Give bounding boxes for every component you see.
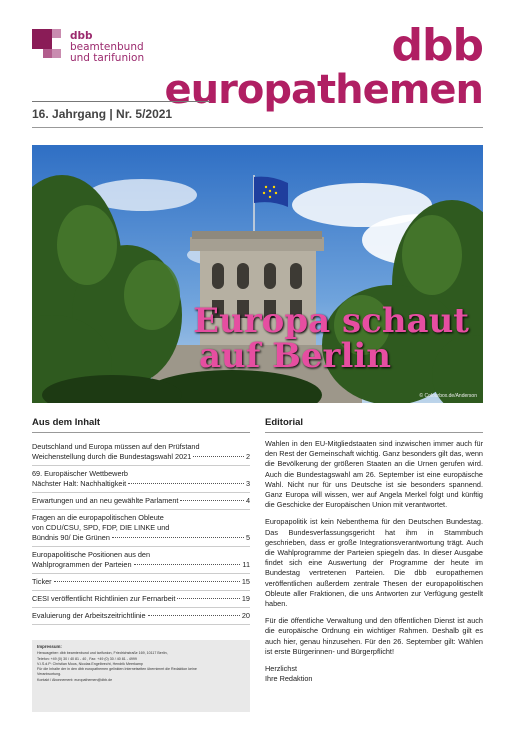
- contents-leader-dots: [134, 564, 241, 565]
- logo-line-2: beamtenbund: [70, 41, 144, 53]
- contents-item-text: von CDU/CSU, SPD, FDP, DIE LINKE und: [32, 523, 170, 532]
- contents-item[interactable]: [32, 466, 250, 493]
- contents-item-title: Bündnis 90/ Die Grünen: [32, 533, 110, 542]
- cover-photo: [32, 145, 483, 403]
- cover-headline-line-1: Europa schaut: [193, 301, 469, 341]
- contents-item-entry: [32, 560, 250, 570]
- logo-line-1: dbb: [70, 30, 93, 42]
- contents-leader-dots: [148, 615, 240, 616]
- editorial-heading: Editorial: [265, 417, 483, 433]
- contents-leader-dots: [112, 537, 244, 538]
- contents-item-entry: [32, 496, 250, 506]
- contents-leader-dots: [193, 456, 244, 457]
- issue-number: 16. Jahrgang | Nr. 5/2021: [32, 107, 173, 121]
- contents-item-text: Deutschland und Europa müssen auf den Prüfstand: [32, 442, 200, 451]
- contents-page-number: 19: [241, 594, 250, 603]
- contents-leader-dots: [177, 598, 239, 599]
- editorial-paragraph-2: Europapolitik ist kein Nebenthema für den Deutschen Bundestag. Das Bundesverfassungsgericht hat ihm in Stammbuch geschrieben, dass er große Integrationsverantwortung trägt. Auch die Wahlprogramme der Parteien spiegeln das. In dieser Ausgabe findet sich eine Auswertung der Programme der heute im Bundestag vertretenen Parteien. Die dbb europathemen veröffentlichen außerdem zentrale Thesen der europapolitischen Obleute aller Fraktionen, die uns Antworten zur Verfügung gestellt haben.: [265, 517, 483, 609]
- contents-item-entry: [32, 577, 250, 587]
- contents-item-title: CESI veröffentlicht Richtlinien zur Fernarbeit: [32, 594, 176, 603]
- contents-item-title: Weichenstellung durch die Bundestagswahl 2021: [32, 452, 192, 461]
- editorial-paragraph-3: Für die öffentliche Verwaltung und den öffentlichen Dienst ist auch die europäische Ordnung ein wichtiger Rahmen. Deshalb gilt es auch hier, genau hinzusehen. Für den 26. September gilt: Wählen ist erste Bürgerinnen- und Bürgerpflicht!: [265, 616, 483, 656]
- dbb-logo-text: [70, 31, 144, 64]
- photo-credit: © Colourbox.de/Anderson: [419, 393, 477, 399]
- imprint-disclaimer-cont: Verantwortung.: [37, 672, 62, 677]
- contents-page-number: 2: [245, 452, 250, 461]
- logo-line-3: und tarifunion: [70, 52, 145, 64]
- contents-leader-dots: [54, 581, 240, 582]
- contents-item-title: Erwartungen und an neu gewählte Parlament: [32, 496, 179, 505]
- editorial-closing: Herzlichst: [265, 664, 298, 674]
- issue-divider: [32, 127, 483, 128]
- editorial-section: [265, 417, 483, 684]
- imprint-disclaimer: Für die Inhalte der in den dbb europathemen gelinkten Internetseiten übernimmt die Redaktion keine: [37, 667, 197, 672]
- contents-item-entry: [32, 611, 250, 621]
- contents-item-title: Evaluierung der Arbeitszeitrichtlinie: [32, 611, 146, 620]
- contents-item-entry: [32, 594, 250, 604]
- contents-item[interactable]: [32, 493, 250, 510]
- contents-list: [32, 439, 250, 625]
- contents-leader-dots: [180, 500, 243, 501]
- contents-item-title: Wahlprogrammen der Parteien: [32, 560, 132, 569]
- contents-item[interactable]: [32, 547, 250, 574]
- contents-leader-dots: [128, 483, 244, 484]
- imprint-box: [32, 640, 250, 712]
- imprint-publisher: Herausgeber: dbb beamtenbund und tarifunion, Friedrichstraße 169, 10117 Berlin,: [37, 651, 168, 656]
- masthead-divider: [32, 101, 210, 102]
- contents-item-text: Fragen an die europapolitischen Obleute: [32, 513, 164, 522]
- contents-item[interactable]: [32, 510, 250, 547]
- cover-headline-line-2: auf Berlin: [198, 336, 391, 376]
- imprint-phone: Telefon: +49 (0) 30 / 40 81 - 40 , Fax: +49 (0) 30 / 40 81 - 4999: [37, 656, 137, 661]
- imprint-heading: Impressum:: [37, 644, 62, 649]
- contents-page-number: 11: [242, 560, 250, 569]
- imprint-responsible: V.i.S.d.P: Christian Moos, Nicolas Engelbrecht, Hendrik Meerkamp: [37, 661, 143, 666]
- contents-item-text: 69. Europäischer Wettbewerb: [32, 469, 128, 478]
- contents-item-title: Ticker: [32, 577, 52, 586]
- contents-section: [32, 417, 250, 625]
- contents-page-number: 3: [245, 479, 250, 488]
- imprint-contact: Kontakt / Abonnement: europathemen@dbb.de: [37, 677, 113, 682]
- contents-item[interactable]: [32, 608, 250, 625]
- contents-heading: Aus dem Inhalt: [32, 417, 250, 433]
- contents-page-number: 15: [241, 577, 250, 586]
- contents-item-entry: [32, 452, 250, 462]
- contents-page-number: 5: [245, 533, 250, 542]
- masthead-title-top: dbb: [391, 20, 483, 71]
- contents-item[interactable]: [32, 574, 250, 591]
- contents-page-number: 20: [241, 611, 250, 620]
- contents-page-number: 4: [245, 496, 250, 505]
- contents-item-entry: [32, 479, 250, 489]
- contents-item[interactable]: [32, 591, 250, 608]
- contents-item[interactable]: [32, 439, 250, 466]
- editorial-paragraph-1: Wahlen in den EU-Mitgliedstaaten sind inzwischen immer auch für den Rest der Gemeinschaft wichtig. Ganz besonders gilt das, wenn die Bevölkerung der größeren Staaten an die Urnen gerufen wird. Auch die Bundestagswahl am 26. September ist eine europäische Wahl. Nicht nur für uns Deutsche ist sie besonders spannend. Ganz Europa will wissen, wer auf Angela Merkel folgt und künftig die Geschicke der Europäischen Union mit verantwortet.: [265, 439, 483, 510]
- contents-item-text: Europapolitische Positionen aus den: [32, 550, 151, 559]
- masthead-title-bottom: europathemen: [164, 67, 483, 113]
- contents-item-entry: [32, 533, 250, 543]
- editorial-signature: Ihre Redaktion: [265, 674, 313, 684]
- contents-item-title: Nächster Halt: Nachhaltigkeit: [32, 479, 127, 488]
